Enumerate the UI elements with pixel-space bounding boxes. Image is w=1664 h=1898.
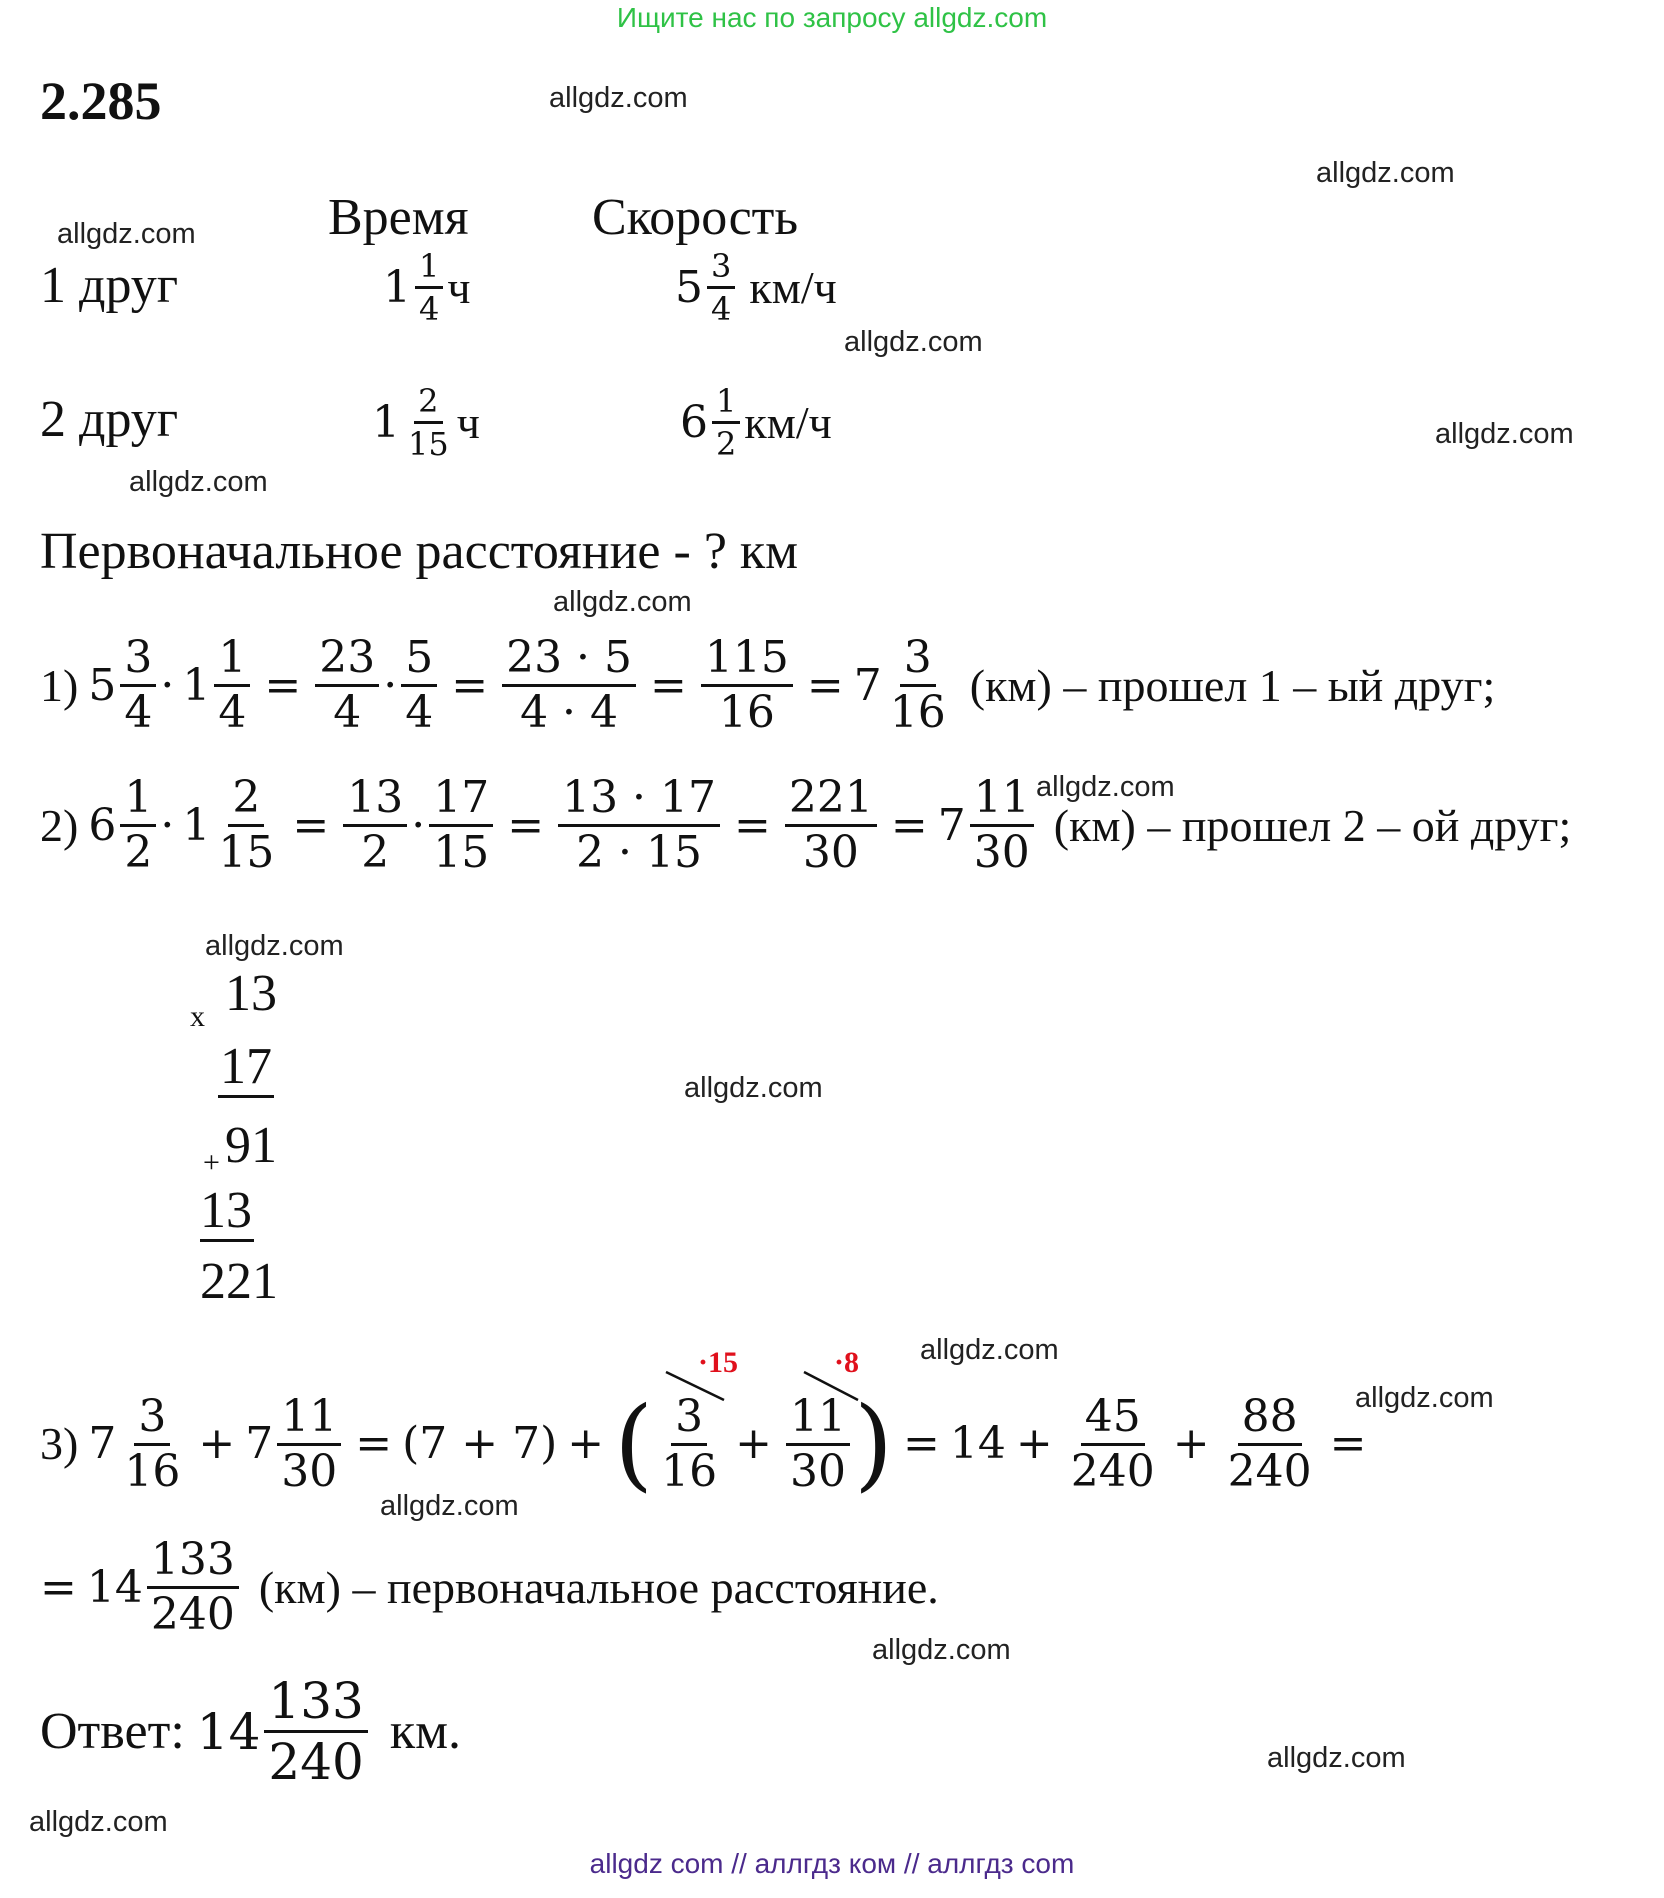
question: Первоначальное расстояние - ? км xyxy=(40,523,799,580)
multiplier-8: ·8 xyxy=(834,1346,860,1379)
speed-1: 5 $\frac{3}{4}$ км/ч xyxy=(675,247,837,328)
watermark: allgdz.com xyxy=(1316,157,1455,189)
answer: Ответ: 14 $\frac{133}{240}$ км. xyxy=(40,1672,462,1791)
watermark: allgdz.com xyxy=(684,1072,823,1104)
watermark: allgdz.com xyxy=(29,1806,168,1838)
row2-label: 2 друг xyxy=(40,391,179,448)
watermark: allgdz.com xyxy=(129,466,268,498)
top-banner: Ищите нас по запросу allgdz.com xyxy=(616,2,1048,33)
partial-product-1: 91 xyxy=(225,1117,277,1174)
partial-product-2: 13 xyxy=(200,1184,254,1242)
speed-2: 6 $\frac{1}{2}$ км/ч xyxy=(680,382,832,463)
mult-operand-a: 13 xyxy=(225,965,277,1022)
bottom-banner: allgdz com // аллгдз ком // аллгдз com xyxy=(589,1848,1075,1879)
col-header-speed: Скорость xyxy=(592,189,799,246)
step-3: 3) 7 $\frac{3}{16}$ + 7 $\frac{11}{30}$ = (7 + 7) + ( $\frac{3}{16}$ + $\frac{11}{30}$ ) = 14 + $\frac{45}{240}$ + $\frac{88}{240}$ = xyxy=(40,1385,1367,1502)
watermark: allgdz.com xyxy=(380,1490,519,1522)
mult-operand-b: 17 xyxy=(218,1040,274,1098)
step-2: 2) 6 $\frac{1}{2}$ · 1 $\frac{2}{15}$ = $\frac{13}{2}$ · $\frac{17}{15}$ = $\frac{13 \cdot 17}{2 \cdot 15}$ = $\frac{221}{30}$ = 7 $\frac{11}{30}$ (км) – прошел 2 – ой друг; xyxy=(40,772,1572,878)
problem-number: 2.285 xyxy=(40,71,162,131)
step-1: 1) 5 $\frac{3}{4}$ · 1 $\frac{1}{4}$ = $\frac{23}{4}$ · $\frac{5}{4}$ = $\frac{23 \cdot 5}{4 \cdot 4}$ = $\frac{115}{16}$ = 7 $\frac{3}{16}$ (км) – прошел 1 – ый друг; xyxy=(40,632,1496,738)
watermark: allgdz.com xyxy=(1435,418,1574,450)
right-paren: ) xyxy=(854,1385,894,1502)
row1-label: 1 друг xyxy=(40,257,179,314)
mult-result: 221 xyxy=(200,1253,278,1310)
watermark: allgdz.com xyxy=(549,82,688,114)
col-header-time: Время xyxy=(328,189,469,246)
watermark: allgdz.com xyxy=(920,1334,1059,1366)
watermark: allgdz.com xyxy=(872,1634,1011,1666)
left-paren: ( xyxy=(614,1385,654,1502)
step-3-result: = 14 $\frac{133}{240}$ (км) – первоначальное расстояние. xyxy=(40,1534,939,1640)
watermark: allgdz.com xyxy=(1267,1742,1406,1774)
watermark: allgdz.com xyxy=(1036,771,1175,803)
mult-sign: x xyxy=(190,1000,205,1033)
watermark: allgdz.com xyxy=(1355,1382,1494,1414)
plus-sign: + xyxy=(203,1146,220,1179)
watermark: allgdz.com xyxy=(553,586,692,618)
multiplier-15: ·15 xyxy=(698,1346,739,1379)
watermark: allgdz.com xyxy=(844,326,983,358)
time-1: 1 $\frac{1}{4}$ ч xyxy=(383,247,471,328)
watermark: allgdz.com xyxy=(57,218,196,250)
watermark: allgdz.com xyxy=(205,930,344,962)
time-2: 1 $\frac{2}{15}$ ч xyxy=(372,382,480,463)
